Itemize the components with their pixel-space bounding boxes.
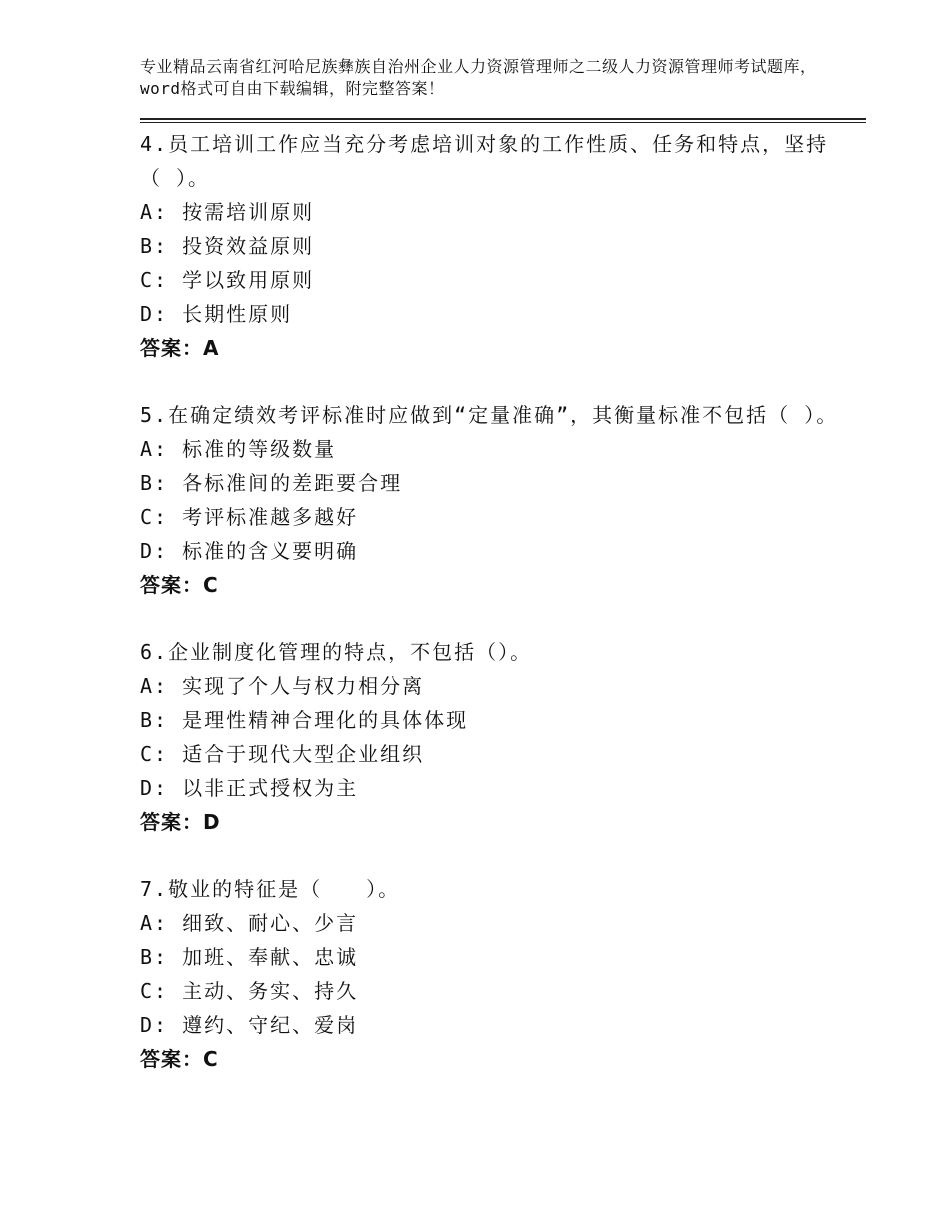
answer-label: 答案：C [140, 573, 219, 597]
header-divider [140, 118, 866, 123]
option-b: B: 是理性精神合理化的具体体现 [140, 708, 469, 732]
question-5 [140, 398, 840, 602]
option-a: A: 实现了个人与权力相分离 [140, 674, 425, 698]
question-7 [140, 872, 840, 1076]
option-b: B: 投资效益原则 [140, 234, 315, 258]
document-header: 专业精品云南省红河哈尼族彝族自治州企业人力资源管理师之二级人力资源管理师考试题库，word格式可自由下载编辑，附完整答案！ [140, 57, 817, 98]
answer-label: 答案：A [140, 336, 220, 360]
option-c: C: 考评标准越多越好 [140, 505, 359, 529]
option-a: A: 细致、耐心、少言 [140, 911, 359, 935]
question-stem: 7.敬业的特征是（ ）。 [140, 877, 401, 901]
option-list [140, 906, 840, 1042]
question-stem: 5.在确定绩效考评标准时应做到“定量准确”，其衡量标准不包括（ ）。 [140, 403, 839, 427]
option-d: D: 遵约、守纪、爱岗 [140, 1013, 359, 1037]
question-stem: 6.企业制度化管理的特点，不包括（）。 [140, 640, 533, 664]
option-d: D: 标准的含义要明确 [140, 539, 359, 563]
question-6 [140, 635, 840, 839]
option-list [140, 669, 840, 805]
option-b: B: 加班、奉献、忠诚 [140, 945, 359, 969]
option-a: A: 标准的等级数量 [140, 437, 337, 461]
question-list [140, 127, 840, 1109]
option-b: B: 各标准间的差距要合理 [140, 471, 403, 495]
option-c: C: 学以致用原则 [140, 268, 315, 292]
option-a: A: 按需培训原则 [140, 200, 315, 224]
question-stem: 4.员工培训工作应当充分考虑培训对象的工作性质、任务和特点，坚持（ ）。 [140, 132, 829, 190]
answer-label: 答案：C [140, 1047, 219, 1071]
option-list [140, 432, 840, 568]
option-c: C: 主动、务实、持久 [140, 979, 359, 1003]
answer-label: 答案：D [140, 810, 221, 834]
option-d: D: 以非正式授权为主 [140, 776, 359, 800]
option-c: C: 适合于现代大型企业组织 [140, 742, 425, 766]
question-4 [140, 127, 840, 365]
option-list [140, 195, 840, 331]
option-d: D: 长期性原则 [140, 302, 293, 326]
